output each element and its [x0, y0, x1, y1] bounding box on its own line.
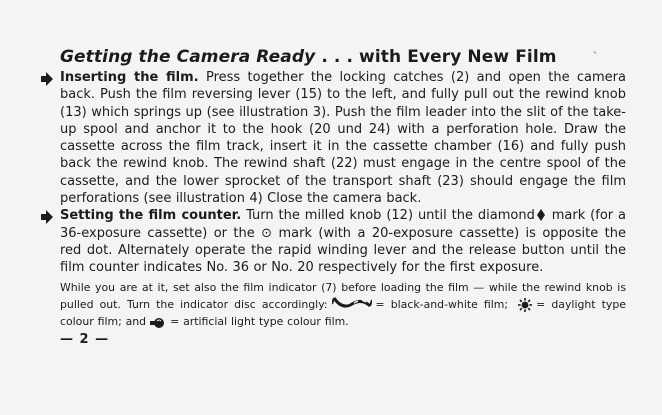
- page-number: — 2 —: [60, 332, 110, 348]
- artificial-light-bulb-icon: [150, 317, 166, 329]
- section-text-b: mark (for a 36-exposure cassette) or the ⊙ mark (with a 20-exposure cassette) is opposite the red dot. Alternately operate the rapid winding lever and the release button until the film counter indicates No. 36 or No. 20 respectively for the first exposure.: [60, 208, 626, 276]
- heading-italic: Getting the Camera Ready: [60, 47, 316, 67]
- section-film-counter: [60, 207, 626, 276]
- note-part4: = artificial light type colour film.: [170, 314, 349, 328]
- heading-rest: with Every New Film: [359, 47, 557, 67]
- section-text-a: Turn the milled knob (12) until the diamond: [241, 208, 535, 224]
- daylight-sun-icon: [518, 298, 532, 312]
- page-heading: [60, 46, 626, 68]
- section-text: Press together the locking catches (2) and open the camera back. Push the film reversing lever (15) to the left, and fully pull out the rewind knob (13) which springs up (see illustration 3). Push the film leader into the slit of the take-up spool and anchor it to the hook (20 und 24) with a perforation hole. Draw the cassette across the film track, insert it in the cassette chamber (16) and fully push back the rewind knob. The rewind shaft (22) must engage in the centre spool of the cassette, and the lower sprocket of the transport shaft (23) should engage the film perforations (see illustration 4) Close the camera back.: [60, 70, 626, 207]
- note-part1: While you are at it, set also the film indicator (7) before loading the film — while the rewind knob is pulled out. Turn the indicator disc accordingly:: [60, 280, 626, 311]
- stray-mark: `: [592, 50, 599, 63]
- film-indicator-note: [60, 279, 626, 331]
- section-lead: Setting the film counter.: [60, 208, 242, 224]
- note-part2: = black-and-white film;: [375, 297, 509, 311]
- black-white-film-icon: [332, 296, 372, 312]
- diamond-mark-icon: [537, 209, 545, 221]
- pointer-arrow-icon: [40, 210, 53, 224]
- note-part3: = daylight type colour film; and: [60, 297, 626, 328]
- section-lead: Inserting the film.: [60, 70, 199, 85]
- pointer-arrow-icon: [40, 72, 53, 86]
- section-inserting-film: [60, 69, 626, 207]
- heading-dots: . . .: [315, 47, 360, 67]
